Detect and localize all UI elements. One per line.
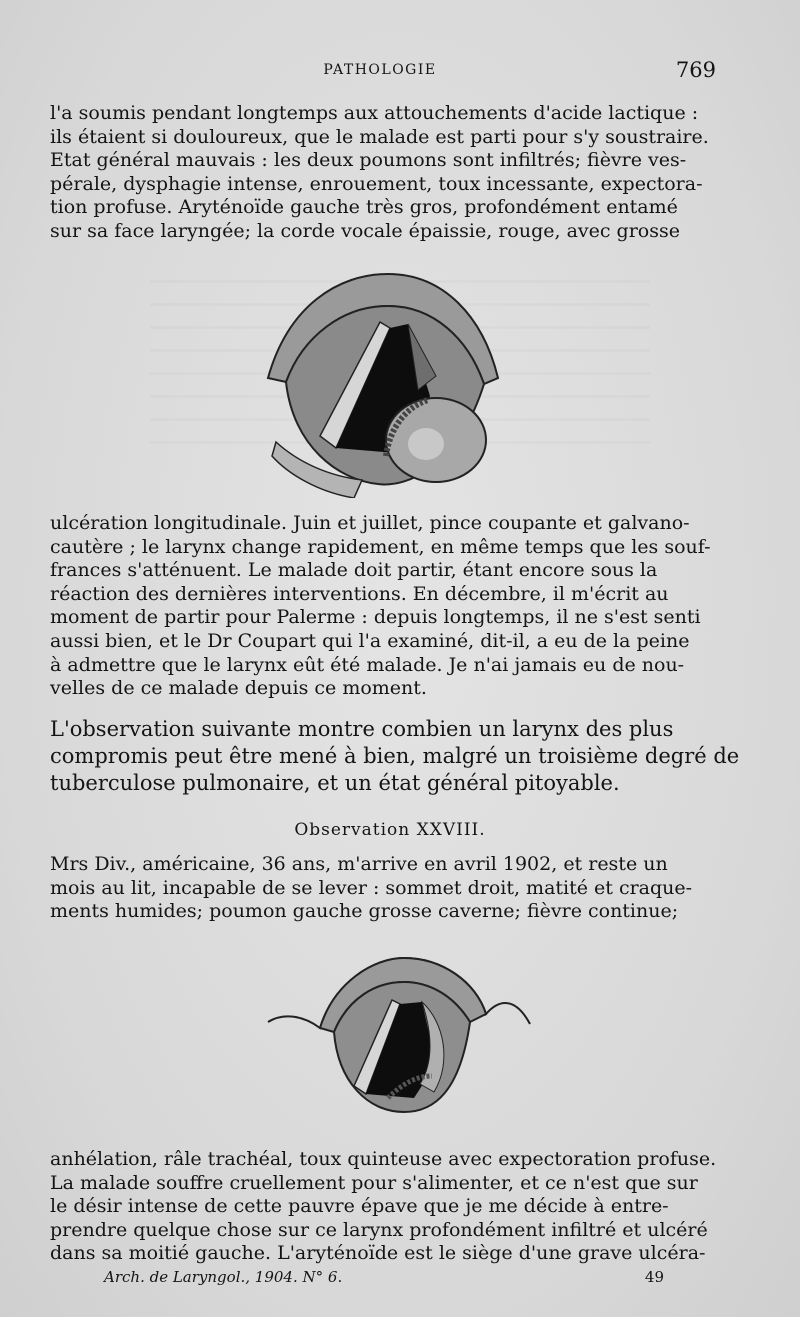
text-line: cautère ; le larynx change rapidement, en même temps que les souf- <box>50 535 711 558</box>
text-line: L'observation suivante montre combien un larynx des plus <box>50 717 674 741</box>
text-line: moment de partir pour Palerme : depuis longtemps, il ne s'est senti <box>50 606 701 629</box>
larynx-illustration-1 <box>258 266 508 498</box>
text-line: sur sa face laryngée; la corde vocale épaissie, rouge, avec grosse <box>50 219 680 242</box>
paragraph-observation-continued <box>50 1148 726 1266</box>
text-line: Etat général mauvais : les deux poumons sont infiltrés; fièvre ves- <box>50 149 687 172</box>
observation-heading: Observation XXVIII. <box>294 820 486 840</box>
text-line: anhélation, râle trachéal, toux quinteuse avec expectoration profuse. <box>50 1148 717 1170</box>
journal-citation: Arch. de Laryngol., 1904. N° 6. <box>104 1268 343 1286</box>
text-line: mois au lit, incapable de se lever : sommet droit, matité et craque- <box>50 876 693 899</box>
text-line: réaction des dernières interventions. En décembre, il m'écrit au <box>50 582 669 605</box>
text-line: tion profuse. Aryténoïde gauche très gros, profondément entamé <box>50 196 678 219</box>
paragraph-treatment <box>50 512 726 701</box>
page-footer <box>104 1268 664 1286</box>
larynx-illustration-2 <box>264 952 536 1122</box>
text-line: le désir intense de cette pauvre épave que je me décide à entre- <box>50 1195 669 1218</box>
signature-mark: 49 <box>644 1268 664 1286</box>
paragraph-introduction <box>50 716 740 797</box>
text-line: ulcération longitudinale. Juin et juillet, pince coupante et galvano- <box>50 512 690 534</box>
text-line: à admettre que le larynx eût été malade. Je n'ai jamais eu de nou- <box>50 653 685 676</box>
text-line: dans sa moitié gauche. L'aryténoïde est le siège d'une grave ulcéra- <box>50 1242 706 1265</box>
text-line: velles de ce malade depuis ce moment. <box>50 677 427 700</box>
text-line: Mrs Div., américaine, 36 ans, m'arrive en avril 1902, et reste un <box>50 853 668 875</box>
text-line: frances s'atténuent. Le malade doit partir, étant encore sous la <box>50 559 658 582</box>
text-line: compromis peut être mené à bien, malgré un troisième degré de <box>50 744 740 768</box>
paragraph-case-history <box>50 102 726 244</box>
text-line: tuberculose pulmonaire, et un état général pitoyable. <box>50 771 620 795</box>
text-line: ils étaient si douloureux, que le malade est parti pour s'y soustraire. <box>50 125 709 148</box>
text-line: prendre quelque chose sur ce larynx profondément infiltré et ulcéré <box>50 1218 708 1241</box>
page-number: 769 <box>675 58 716 82</box>
running-header: PATHOLOGIE <box>323 62 437 78</box>
text-line: aussi bien, et le Dr Coupart qui l'a examiné, dit-il, a eu de la peine <box>50 629 690 652</box>
paragraph-observation-start <box>50 853 726 924</box>
text-line: l'a soumis pendant longtemps aux attouchements d'acide lactique : <box>50 102 699 124</box>
text-line: ments humides; poumon gauche grosse caverne; fièvre continue; <box>50 900 679 923</box>
text-line: pérale, dysphagie intense, enrouement, toux incessante, expectora- <box>50 172 703 195</box>
text-line: La malade souffre cruellement pour s'alimenter, et ce n'est que sur <box>50 1171 698 1194</box>
